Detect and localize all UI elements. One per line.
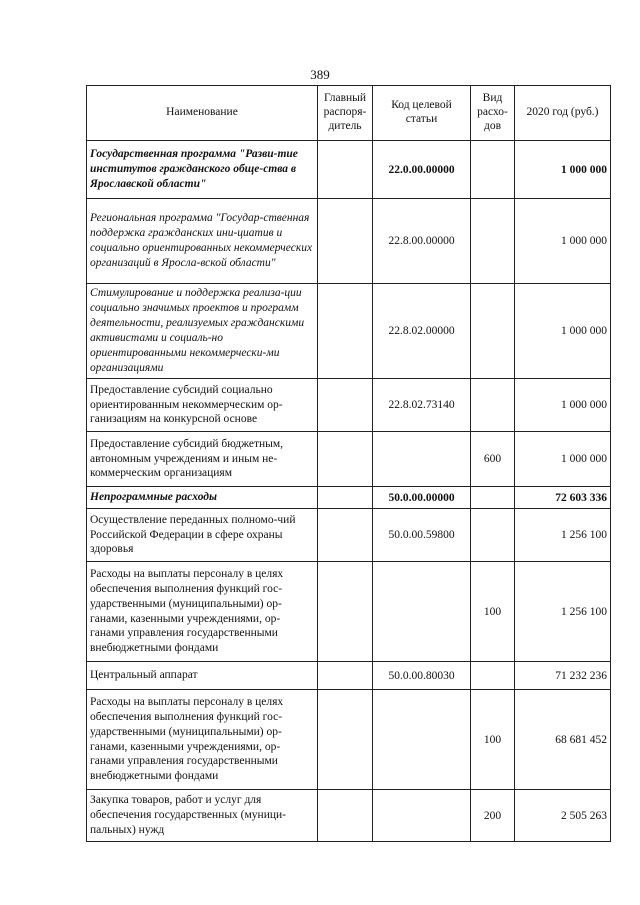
cell-admin: [318, 379, 373, 432]
cell-code: 50.0.00.00000: [373, 487, 471, 509]
cell-amount: 71 232 236: [515, 662, 611, 690]
cell-name: Стимулирование и поддержка реализа-ции социально значимых проектов и программ деятельности, реализуемых гражданскими активистами и социаль-но ориентированными некоммерчески-ми организациями: [87, 284, 318, 379]
cell-name: Непрограммные расходы: [87, 487, 318, 509]
table-row: [87, 199, 611, 284]
cell-name: Расходы на выплаты персоналу в целях обеспечения выполнения функций гос-ударственными (муниципальными) ор-ганами, казенными учреждениями, ор-ганами управления государственными внебюджетными фондами: [87, 562, 318, 662]
header-name: Наименование: [87, 86, 318, 141]
cell-code: 22.8.02.73140: [373, 379, 471, 432]
cell-admin: [318, 662, 373, 690]
cell-code: 22.0.00.00000: [373, 141, 471, 199]
cell-code: [373, 790, 471, 842]
cell-admin: [318, 562, 373, 662]
cell-amount: 1 256 100: [515, 509, 611, 562]
table-row: [87, 379, 611, 432]
cell-amount: 1 000 000: [515, 199, 611, 284]
table-row: [87, 141, 611, 199]
header-admin: Главный распоря-дитель: [318, 86, 373, 141]
table-header-row: [87, 86, 611, 141]
cell-kind: 100: [471, 562, 515, 662]
header-kind: Вид расхо-дов: [471, 86, 515, 141]
cell-code: 22.8.02.00000: [373, 284, 471, 379]
cell-kind: [471, 487, 515, 509]
cell-kind: 200: [471, 790, 515, 842]
cell-kind: [471, 141, 515, 199]
table-row: [87, 509, 611, 562]
cell-amount: 1 256 100: [515, 562, 611, 662]
cell-admin: [318, 487, 373, 509]
cell-kind: 600: [471, 432, 515, 487]
cell-amount: 1 000 000: [515, 284, 611, 379]
cell-code: [373, 562, 471, 662]
cell-code: 50.0.00.80030: [373, 662, 471, 690]
cell-name: Осуществление переданных полномо-чий Российской Федерации в сфере охраны здоровья: [87, 509, 318, 562]
cell-code: [373, 432, 471, 487]
cell-admin: [318, 199, 373, 284]
cell-name: Расходы на выплаты персоналу в целях обеспечения выполнения функций гос-ударственными (муниципальными) ор-ганами, казенными учреждениями, ор-ганами управления государственными внебюджетными фондами: [87, 690, 318, 790]
cell-kind: [471, 379, 515, 432]
cell-kind: [471, 199, 515, 284]
cell-admin: [318, 790, 373, 842]
cell-name: Предоставление субсидий социально ориентированным некоммерческим ор-ганизациям на конкурсной основе: [87, 379, 318, 432]
cell-name: Центральный аппарат: [87, 662, 318, 690]
cell-admin: [318, 690, 373, 790]
cell-amount: 2 505 263: [515, 790, 611, 842]
table-row: [87, 432, 611, 487]
cell-amount: 1 000 000: [515, 379, 611, 432]
budget-table: [86, 85, 611, 842]
table-row: [87, 662, 611, 690]
header-code: Код целевой статьи: [373, 86, 471, 141]
cell-kind: [471, 509, 515, 562]
cell-code: 50.0.00.59800: [373, 509, 471, 562]
cell-admin: [318, 509, 373, 562]
cell-name: Региональная программа "Государ-ственная поддержка гражданских ини-циатив и социально ориентированных некоммерческих организаций в Яросла-вской области": [87, 199, 318, 284]
table-row: [87, 690, 611, 790]
table-row: [87, 562, 611, 662]
cell-name: Предоставление субсидий бюджетным, автономным учреждениям и иным не-коммерческим организациям: [87, 432, 318, 487]
table-row: [87, 790, 611, 842]
cell-name: Государственная программа "Разви-тие институтов гражданского обще-ства в Ярославской области": [87, 141, 318, 199]
cell-kind: [471, 662, 515, 690]
cell-code: [373, 690, 471, 790]
cell-kind: 100: [471, 690, 515, 790]
cell-amount: 1 000 000: [515, 141, 611, 199]
header-amount: 2020 год (руб.): [515, 86, 611, 141]
table-row: [87, 487, 611, 509]
table-row: [87, 284, 611, 379]
cell-code: 22.8.00.00000: [373, 199, 471, 284]
cell-amount: 72 603 336: [515, 487, 611, 509]
cell-admin: [318, 284, 373, 379]
cell-amount: 68 681 452: [515, 690, 611, 790]
cell-admin: [318, 432, 373, 487]
cell-amount: 1 000 000: [515, 432, 611, 487]
cell-kind: [471, 284, 515, 379]
cell-admin: [318, 141, 373, 199]
cell-name: Закупка товаров, работ и услуг для обеспечения государственных (муници-пальных) нужд: [87, 790, 318, 842]
page-number: 389: [310, 67, 330, 82]
